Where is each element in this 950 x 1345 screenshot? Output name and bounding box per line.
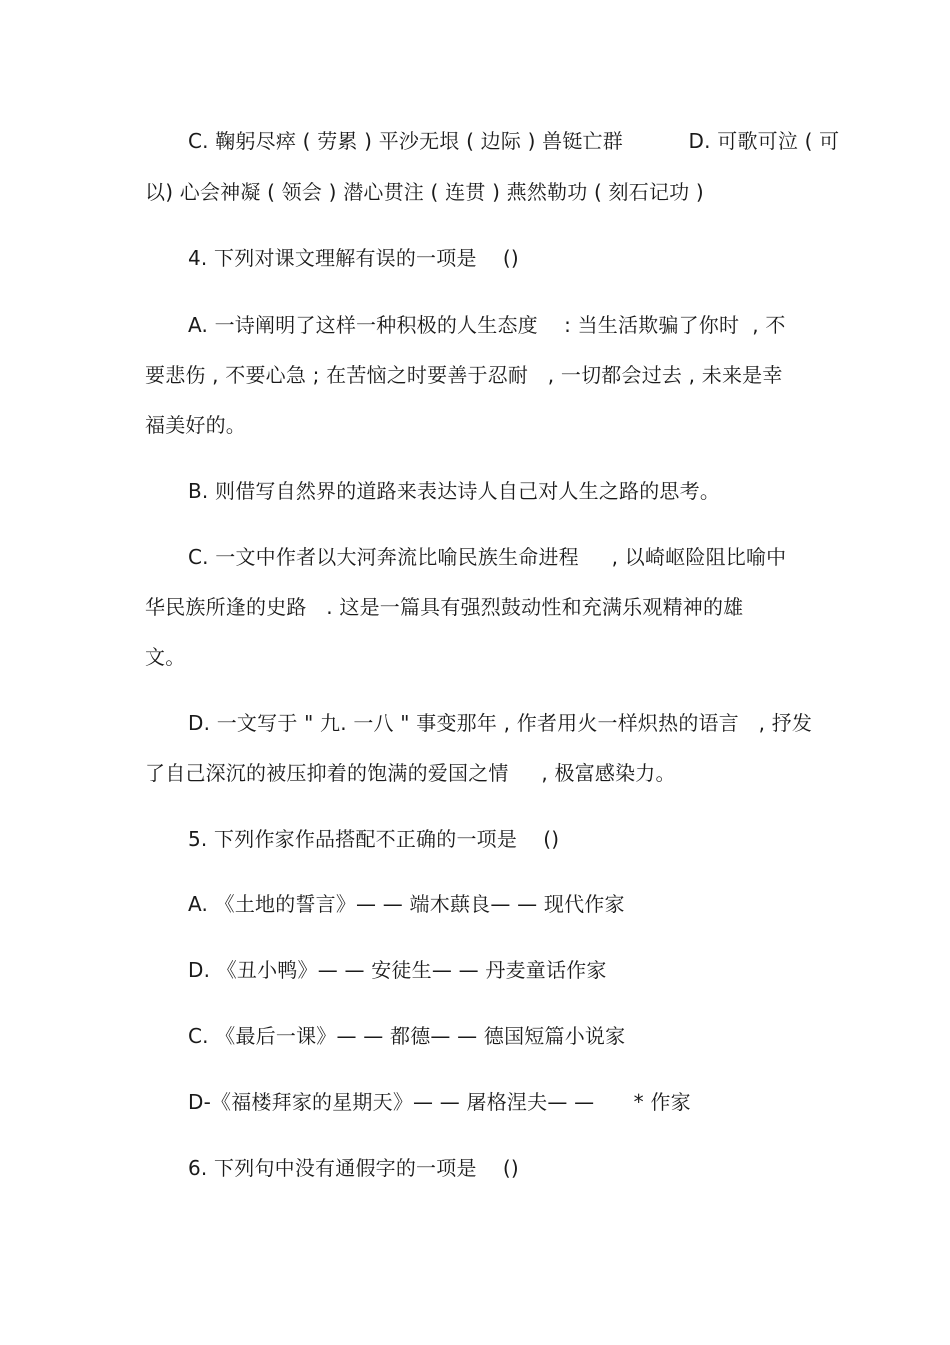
q5-option-b: D. 《丑小鸭》— — 安徒生— — 丹麦童话作家	[188, 958, 607, 982]
question-4-stem: 4. 下列对课文理解有误的一项是 ()	[188, 246, 519, 270]
q4-option-d-line-2: 了自己深沉的被压抑着的饱满的爱国之情 , 极富感染力。	[145, 761, 676, 785]
q5-option-d: D-《福楼拜家的星期天》— — 屠格涅夫— — * 作家	[188, 1090, 691, 1114]
q4-option-c-line-2: 华民族所逢的史路 . 这是一篇具有强烈鼓动性和充满乐观精神的雄	[145, 595, 744, 619]
q4-option-a-line-3: 福美好的。	[145, 413, 246, 437]
q3-option-d-continuation: 以) 心会神凝 ( 领会 ) 潜心贯注 ( 连贯 ) 燕然勒功 ( 刻石记功 )	[145, 180, 704, 204]
q5-option-c: C. 《最后一课》— — 都德— — 德国短篇小说家	[188, 1024, 626, 1048]
q3-option-c-line: C. 鞠躬尽瘁 ( 劳累 ) 平沙无垠 ( 边际 ) 兽铤亡群 D. 可歌可泣 ( 可	[188, 129, 840, 153]
q4-option-d-line-1: D. 一文写于 " 九. 一八 " 事变那年 , 作者用火一样炽热的语言 , 抒发	[188, 711, 813, 735]
q4-option-a-line-2: 要悲伤 , 不要心急 ; 在苦恼之时要善于忍耐 , 一切都会过去 , 未来是幸	[145, 363, 783, 387]
q4-option-c-line-1: C. 一文中作者以大河奔流比喻民族生命进程 , 以崎岖险阻比喻中	[188, 545, 787, 569]
question-6-stem: 6. 下列句中没有通假字的一项是 ()	[188, 1156, 519, 1180]
q4-option-a-line-1: A. 一诗阐明了这样一种积极的人生态度 : 当生活欺骗了你时 , 不	[188, 313, 786, 337]
q4-option-b: B. 则借写自然界的道路来表达诗人自己对人生之路的思考。	[188, 479, 721, 503]
q4-option-c-line-3: 文。	[145, 645, 186, 669]
q5-option-a: A. 《土地的誓言》— — 端木蕻良— — 现代作家	[188, 892, 625, 916]
question-5-stem: 5. 下列作家作品搭配不正确的一项是 ()	[188, 827, 560, 851]
